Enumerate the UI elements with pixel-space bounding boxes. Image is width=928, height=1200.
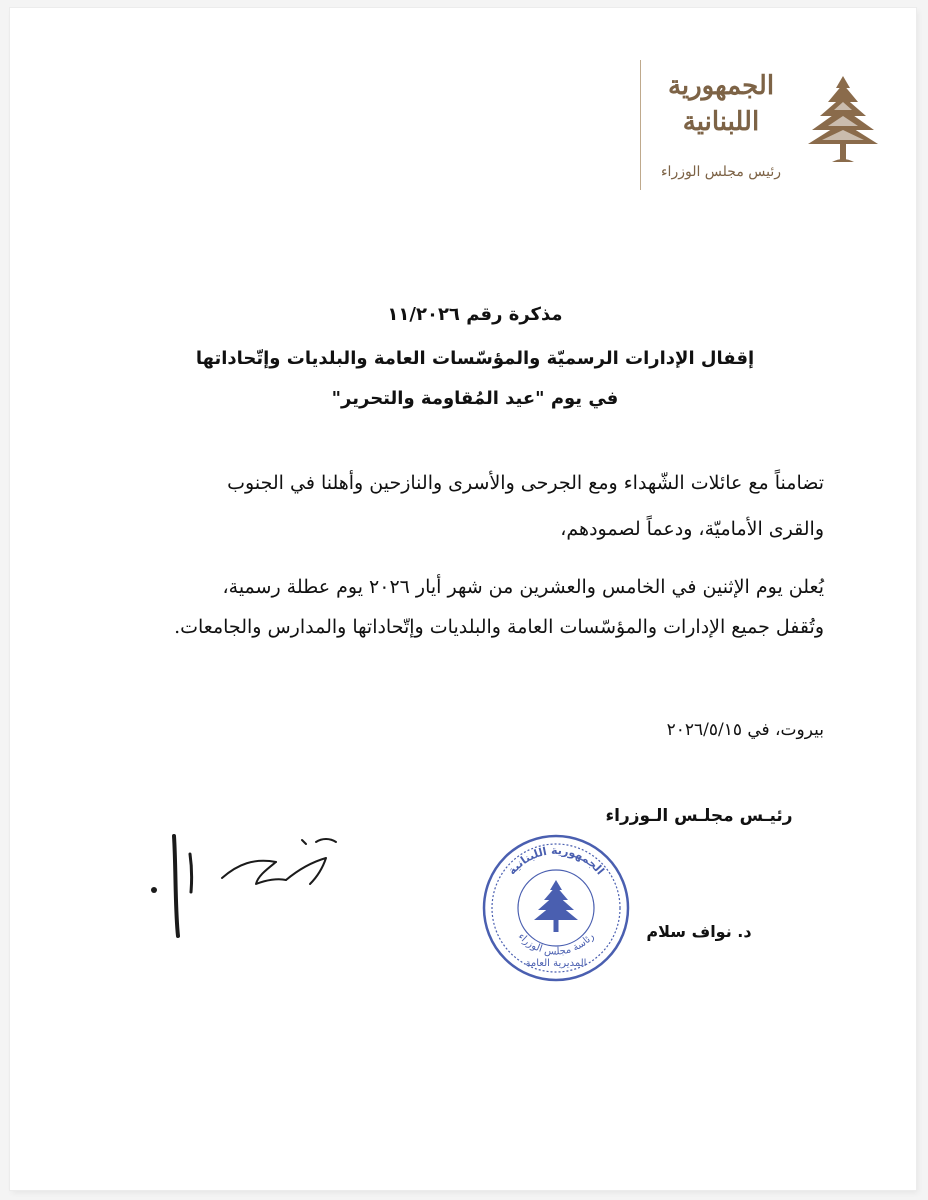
body-paragraph1-line2: والقرى الأماميّة، ودعماً لصمودهم، bbox=[560, 518, 824, 540]
letterhead-office: رئيس مجلس الوزراء bbox=[660, 164, 782, 180]
body-paragraph2-line2: وتُقفل جميع الإدارات والمؤسّسات العامة والبلديات وإتّحاداتها والمدارس والجامعات. bbox=[174, 616, 824, 638]
memo-page bbox=[10, 8, 916, 1190]
body-paragraph2-line1: يُعلن يوم الإثنين في الخامس والعشرين من شهر أيار ٢٠٢٦ يوم عطلة رسمية، bbox=[222, 576, 824, 598]
letterhead-republic-line2: اللبنانية bbox=[682, 107, 760, 137]
svg-text:رئاسة مجلس الوزراء bbox=[516, 931, 597, 958]
official-seal-stamp bbox=[480, 832, 632, 984]
memo-subject-line2: في يوم "عيد المُقاومة والتحرير" bbox=[331, 388, 619, 409]
seal-cedar-icon bbox=[534, 880, 578, 932]
letterhead-republic-line1: الجمهورية bbox=[667, 71, 775, 101]
svg-text:الجمهورية اللبنانية bbox=[505, 844, 606, 877]
memo-number: مذكرة رقم ١١/٢٠٢٦ bbox=[387, 304, 563, 325]
seal-bottom-text2: المديرية العامة bbox=[525, 958, 587, 969]
seal-top-text: الجمهورية اللبنانية bbox=[505, 843, 607, 878]
seal-bottom-text: رئاسة مجلس الوزراء bbox=[515, 931, 597, 958]
cedar-logo-icon bbox=[806, 72, 880, 168]
letterhead-divider bbox=[640, 60, 641, 190]
memo-subject-line1: إقفال الإدارات الرسميّة والمؤسّسات العامة والبلديات وإتّحاداتها bbox=[195, 348, 755, 369]
date-line: بيروت، في ٢٠٢٦/٥/١٥ bbox=[666, 720, 824, 740]
signatory-title: رئيـس مجلـس الـوزراء bbox=[605, 806, 793, 826]
body-paragraph1-line1: تضامناً مع عائلات الشّهداء ومع الجرحى والأسرى والنازحين وأهلنا في الجنوب bbox=[227, 472, 824, 494]
handwritten-signature bbox=[126, 818, 356, 948]
signatory-name: د. نواف سلام bbox=[646, 922, 752, 941]
letterhead bbox=[640, 60, 880, 200]
